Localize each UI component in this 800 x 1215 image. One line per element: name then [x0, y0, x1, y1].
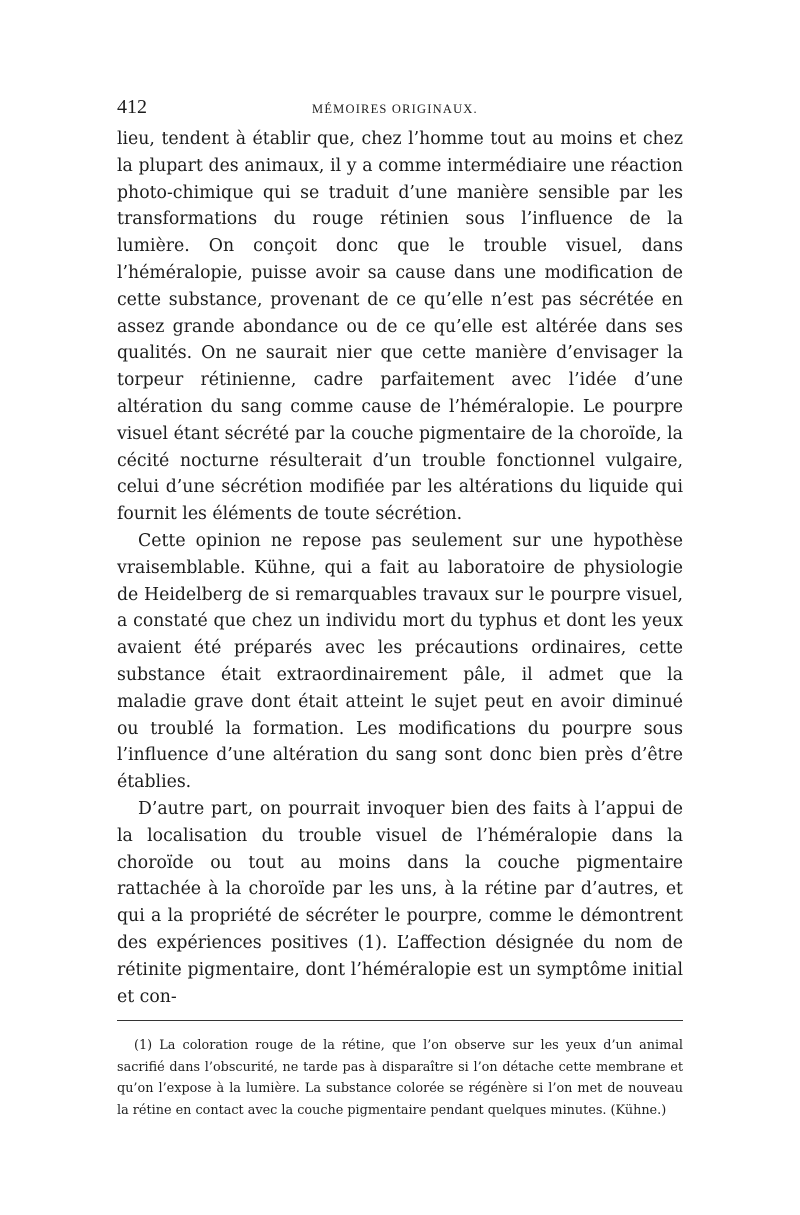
page-header: [117, 96, 683, 122]
paragraph-localisation: D’autre part, on pourrait invoquer bien des faits à l’appui de la localisation du trouble visuel de l’héméralopie dans la choroïde ou tout au moins dans la couche pigmentaire rattachée à la choroïde par les uns, à la rétine par d’autres, et qui a la propriété de sécréter le pourpre, comme le démontrent des expériences positives (1). L’affection désignée du nom de rétinite pigmentaire, dont l’héméralopie est un symptôme initial et con-: [117, 798, 683, 1007]
running-title: MÉMOIRES ORIGINAUX.: [312, 102, 478, 116]
paragraph-kuhne: Cette opinion ne repose pas seulement sur une hypothèse vraisemblable. Kühne, qui a fait au laboratoire de physiologie de Heidelberg de si remarquables travaux sur le pourpre visuel, a constaté que chez un individu mort du typhus et dont les yeux avaient été préparés avec les précautions ordinaires, cette substance était extraordinairement pâle, il admet que la maladie grave dont était atteint le sujet peut en avoir diminué ou troublé la formation. Les modifications du pourpre sous l’influence d’une altération du sang sont donc bien près d’être établies.: [117, 530, 683, 793]
book-page: [117, 96, 683, 1122]
page-number: 412: [117, 96, 147, 118]
footnote-divider: [117, 1020, 683, 1021]
footnote: (1) La coloration rouge de la rétine, que l’on observe sur les yeux d’un animal sacrifié dans l’obscurité, ne tarde pas à disparaître si l’on détache cette membrane et qu’on l’expose à la lumière. La substance colorée se régénère si l’on met de nouveau la rétine en contact avec la couche pigmentaire pendant quelques minutes. (Kühne.): [117, 1038, 683, 1119]
paragraph-continuation: lieu, tendent à établir que, chez l’homme tout au moins et chez la plupart des animaux, il y a comme intermédiaire une réaction photo-chimique qui se traduit d’une manière sensible par les transformations du rouge rétinien sous l’influence de la lumière. On conçoit donc que le trouble visuel, dans l’héméralopie, puisse avoir sa cause dans une modification de cette substance, provenant de ce qu’elle n’est pas sécrétée en assez grande abondance ou de ce qu’elle est altérée dans ses qualités. On ne saurait nier que cette manière d’envisager la torpeur rétinienne, cadre parfaitement avec l’idée d’une altération du sang comme cause de l’héméralopie. Le pourpre visuel étant sécrété par la couche pigmentaire de la choroïde, la cécité nocturne résulterait d’un trouble fonctionnel vulgaire, celui d’une sécrétion modifiée par les altérations du liquide qui fournit les éléments de toute sécrétion.: [117, 129, 683, 525]
body-text: [117, 126, 683, 1010]
